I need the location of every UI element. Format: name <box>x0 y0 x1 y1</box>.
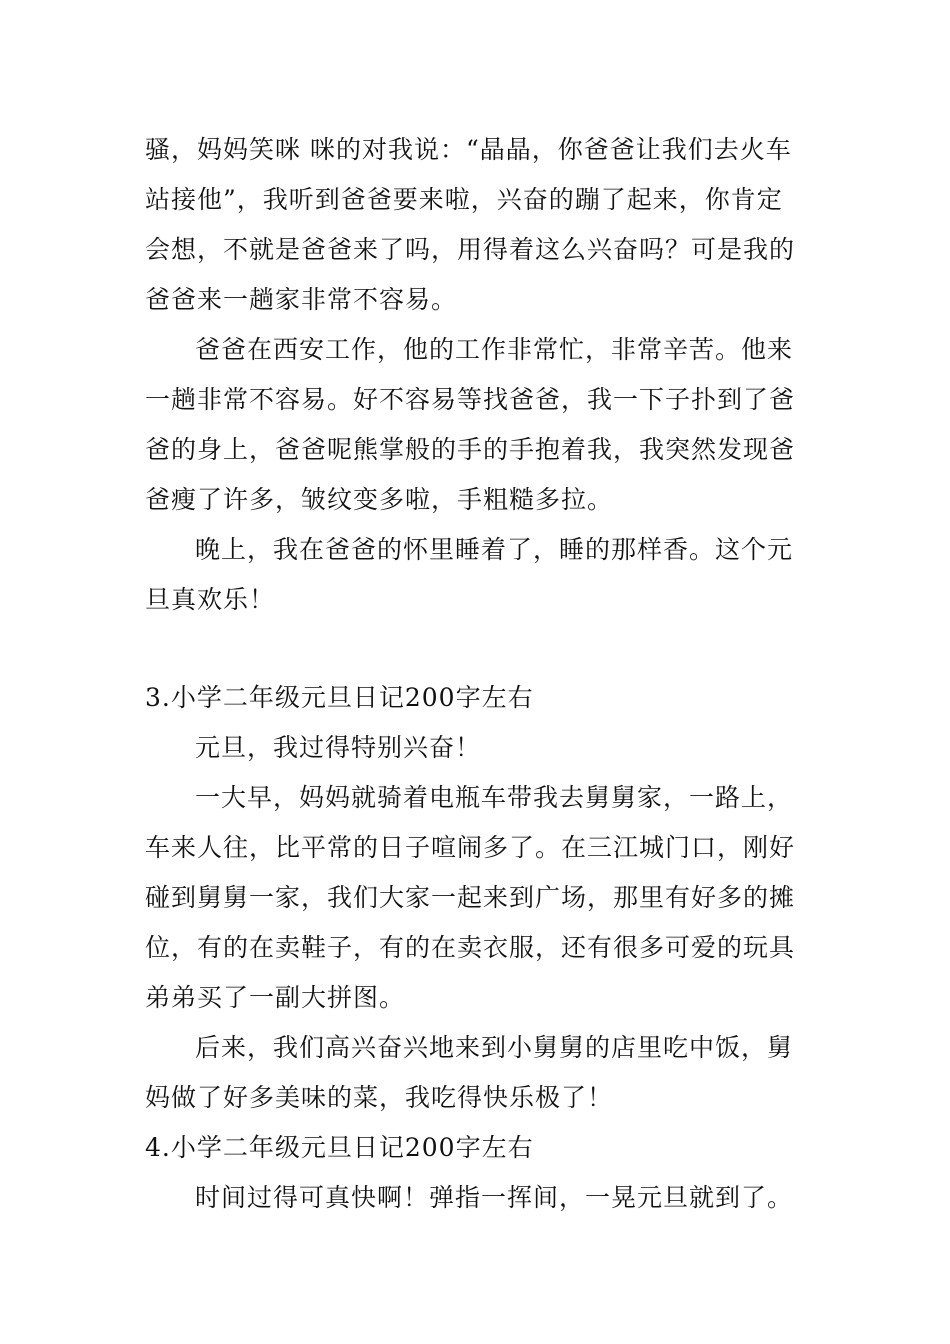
section-heading: 4.小学二年级元旦日记200字左右 <box>145 1133 534 1162</box>
paragraph-line: 妈做了好多美味的菜，我吃得快乐极了！ <box>145 1083 614 1112</box>
paragraph-line: 碰到舅舅一家，我们大家一起来到广场，那里有好多的摊 <box>145 883 796 912</box>
paragraph-line: 车来人往，比平常的日子喧闹多了。在三江城门口，刚好 <box>145 833 796 862</box>
paragraph-line: 爸爸在西安工作，他的工作非常忙，非常辛苦。他来 <box>195 335 794 364</box>
paragraph-line: 旦真欢乐！ <box>145 585 276 614</box>
paragraph-line: 弟弟买了一副大拼图。 <box>145 983 406 1012</box>
paragraph-line: 会想，不就是爸爸来了吗，用得着这么兴奋吗？可是我的 <box>145 235 796 264</box>
paragraph-line: 站接他”，我听到爸爸要来啦，兴奋的蹦了起来，你肯定 <box>145 185 783 214</box>
paragraph-line: 元旦，我过得特别兴奋！ <box>195 733 482 762</box>
paragraph-line: 爸的身上，爸爸呢熊掌般的手的手抱着我，我突然发现爸 <box>145 435 796 464</box>
paragraph-line: 一大早，妈妈就骑着电瓶车带我去舅舅家，一路上， <box>195 783 794 812</box>
paragraph-line: 晚上，我在爸爸的怀里睡着了，睡的那样香。这个元 <box>195 535 794 564</box>
paragraph-line: 后来，我们高兴奋兴地来到小舅舅的店里吃中饭，舅 <box>195 1033 794 1062</box>
section-heading: 3.小学二年级元旦日记200字左右 <box>145 683 534 712</box>
paragraph-line: 爸瘦了许多，皱纹变多啦，手粗糙多拉。 <box>145 485 614 514</box>
paragraph-line: 爸爸来一趟家非常不容易。 <box>145 285 458 314</box>
paragraph-line: 一趟非常不容易。好不容易等找爸爸，我一下子扑到了爸 <box>145 385 796 414</box>
paragraph-line: 时间过得可真快啊！弹指一挥间，一晃元旦就到了。 <box>195 1183 794 1212</box>
paragraph-line: 位，有的在卖鞋子，有的在卖衣服，还有很多可爱的玩具 <box>145 933 796 962</box>
paragraph-line: 骚，妈妈笑咪 咪的对我说：“晶晶，你爸爸让我们去火车 <box>145 135 792 164</box>
